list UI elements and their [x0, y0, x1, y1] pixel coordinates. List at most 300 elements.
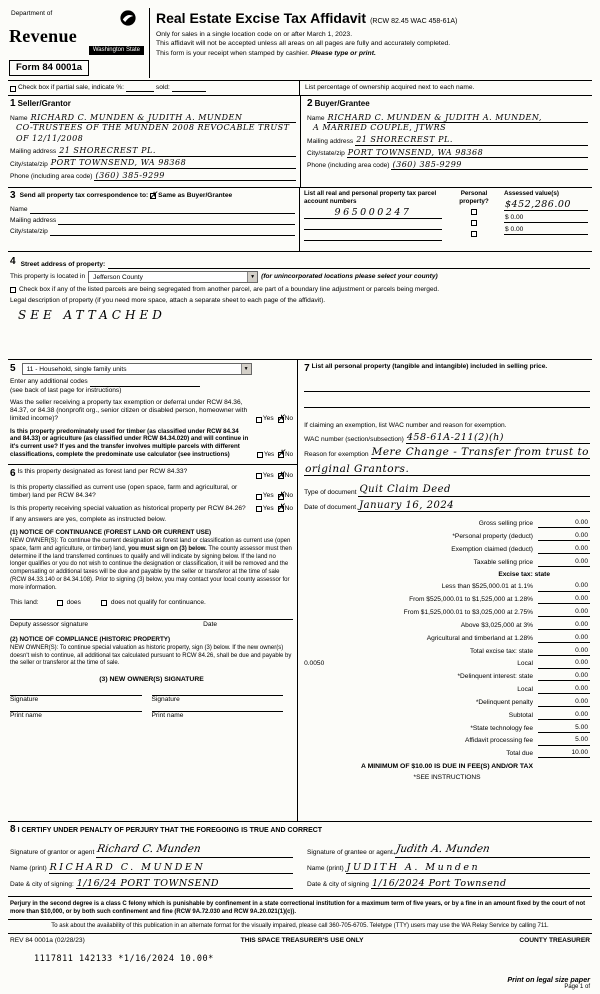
assessed-value-input-2[interactable]	[504, 214, 588, 223]
parcel-number-value: 965000247	[334, 206, 412, 218]
treasurer-space-label: THIS SPACE TREASURER'S USE ONLY	[240, 936, 364, 944]
certification-section	[8, 822, 592, 898]
forest-no-checkbox[interactable]	[278, 473, 284, 479]
same-as-buyer-checkbox[interactable]	[150, 193, 156, 199]
tax-row-subtotal	[304, 711, 590, 720]
wac-number-input[interactable]	[406, 433, 590, 444]
partial-sale-label: Check box if partial sale, indicate %:	[18, 84, 124, 91]
field-row	[304, 383, 590, 392]
print-name-cell	[152, 711, 294, 720]
field-row	[307, 161, 588, 170]
field-row	[307, 114, 588, 123]
legal-description-label: Legal description of property (if you need more space, attach a separate sheet to each page of the affidavit).	[10, 296, 326, 304]
grantee-date-input[interactable]	[371, 879, 590, 890]
certification-statement: I CERTIFY UNDER PENALTY OF PERJURY THAT THE FOREGOING IS TRUE AND CORRECT	[17, 826, 323, 834]
cashier-stamp: 1117811 142133 *1/16/2024 10.00*	[34, 954, 214, 964]
personal-property-intro: List all personal property (tangible and intangible) included in selling price.	[311, 362, 548, 370]
seller-name-label: Name	[10, 114, 28, 122]
grantee-print-name-label: Name (print)	[307, 865, 344, 873]
field-row	[304, 447, 590, 459]
personal-property-list-input-2[interactable]	[304, 400, 590, 409]
no-label: No	[285, 450, 294, 458]
field-row	[10, 863, 293, 874]
local-rate: 0.0050	[304, 660, 325, 668]
field-row	[304, 400, 590, 409]
form-revision: REV 84 0001a (02/28/23)	[10, 936, 85, 944]
print-name-cell	[10, 711, 152, 720]
print-name-label: Print name	[151, 711, 184, 719]
tax-value[interactable]: 0.00	[538, 519, 590, 528]
tax-label: Taxable selling price	[473, 558, 533, 566]
reason-input-1[interactable]	[371, 447, 590, 459]
correspondence-mailing-input[interactable]	[58, 217, 295, 226]
forest-land-question	[10, 468, 293, 481]
grantor-print-name-input[interactable]	[49, 863, 293, 874]
tax-value[interactable]: 0.00	[538, 711, 590, 720]
buyer-mailing-value: 21 SHORECREST PL.	[356, 135, 453, 145]
parcel-number-input-3[interactable]	[304, 233, 442, 242]
tax-row-tier3	[304, 608, 590, 617]
type-or-print-note: Please type or print.	[310, 50, 376, 58]
land-does-checkbox[interactable]	[57, 600, 63, 606]
rcw-reference: (RCW 82.45 WAC 458-61A)	[370, 18, 458, 25]
signature-label: Signature	[10, 695, 39, 703]
segregated-checkbox[interactable]	[10, 287, 16, 293]
additional-codes-note: (see back of last page for instructions)	[10, 386, 122, 394]
buyer-name-value: RICHARD C. MUNDEN & JUDITH A. MUNDEN,	[327, 112, 542, 122]
current-use-yes-checkbox[interactable]	[256, 494, 262, 500]
no-label: No	[284, 471, 294, 479]
field-row	[10, 172, 296, 181]
personal-property-column	[446, 188, 502, 251]
no-label: No	[284, 415, 294, 423]
field-row	[10, 147, 296, 156]
does-label: does	[66, 598, 81, 606]
tax-label: Agricultural and timberland at 1.28%	[426, 634, 533, 642]
tax-computation-table	[304, 519, 590, 758]
land-use-code-select[interactable]	[22, 363, 252, 375]
grantee-print-name-value: JUDITH A. Munden	[346, 861, 481, 873]
certification-columns	[10, 838, 590, 889]
buyer-mailing-label: Mailing address	[307, 137, 354, 145]
field-row	[304, 233, 442, 242]
notice-compliance-title: (2) NOTICE OF COMPLIANCE (HISTORIC PROPERTY)	[10, 636, 171, 643]
reason-label: Reason for exemption	[304, 451, 369, 458]
chevron-down-icon: ▼	[241, 364, 251, 374]
buyer-name-line-2	[307, 124, 588, 133]
current-use-no-checkbox[interactable]	[278, 494, 284, 500]
tax-value[interactable]: 0.00	[538, 608, 590, 617]
tax-label: *Delinquent interest: state	[457, 673, 533, 681]
tax-row-tier1	[304, 582, 590, 591]
reason-input-2[interactable]	[304, 464, 590, 476]
seller-city-label: City/state/zip	[10, 160, 48, 168]
left-column	[8, 360, 298, 821]
historic-question	[10, 505, 293, 513]
yes-label: Yes	[264, 450, 275, 458]
document-date-value: January 16, 2024	[359, 499, 455, 511]
divider	[8, 464, 297, 465]
section-7-number: 7	[304, 362, 310, 374]
field-row	[10, 217, 295, 226]
tax-value[interactable]: 0.00	[538, 672, 590, 681]
buyer-name-label: Name	[307, 114, 325, 122]
field-row	[10, 205, 295, 214]
chevron-down-icon: ▼	[247, 272, 257, 282]
forest-land-question-text: Is this property designated as forest land per RCW 84.33?	[17, 467, 188, 475]
segregated-label: Check box if any of the listed parcels are being segregated from another parcel, are part of a boundary line adjustment or parcels being merged.	[19, 285, 440, 293]
additional-codes-label: Enter any additional codes	[10, 378, 88, 386]
correspondence-intro: Send all property tax correspondence to:	[19, 192, 149, 200]
tax-value[interactable]: 0.00	[538, 685, 590, 694]
partial-sale-row	[8, 81, 592, 96]
grantor-date-value: 1/16/24 PORT TOWNSEND	[76, 877, 220, 889]
tax-row-local	[304, 659, 590, 668]
buyer-phone-value: (360) 385-9299	[392, 159, 462, 169]
tax-label: Affidavit processing fee	[464, 737, 533, 745]
buyer-phone-input[interactable]	[391, 161, 588, 170]
legal-description-input[interactable]	[10, 305, 590, 357]
parcel-number-input-2[interactable]	[304, 222, 442, 231]
seller-column	[8, 96, 300, 187]
personal-property-checkboxes	[448, 209, 500, 237]
located-in-label: This property is located in	[10, 273, 86, 281]
tax-row-total-state	[304, 647, 590, 656]
seller-trust-value: CO-TRUSTEES OF THE MUNDEN 2008 REVOCABLE TRUST	[16, 123, 290, 133]
street-address-label: Street address of property:	[20, 260, 106, 268]
seller-trust-line-2	[10, 135, 296, 144]
reason-value-2: original Grantors.	[305, 463, 410, 476]
tax-label: *Delinquent penalty	[475, 698, 533, 706]
seller-mailing-label: Mailing address	[10, 148, 57, 156]
tax-value[interactable]: 0.00	[538, 545, 590, 554]
section-2-number: 2	[307, 98, 313, 110]
legal-size-note: Print on legal size paper	[507, 974, 590, 984]
tax-row-taxable	[304, 558, 590, 567]
partial-sale-checkbox[interactable]	[10, 86, 16, 92]
grantee-signature-block	[307, 838, 590, 889]
tax-value[interactable]: 0.00	[538, 621, 590, 630]
personal-property-list-input-1[interactable]	[304, 383, 590, 392]
field-row	[307, 149, 588, 158]
parcel-number-input[interactable]	[304, 208, 442, 219]
personal-property-header: Personal property?	[459, 189, 489, 205]
form-header	[8, 8, 592, 81]
buyer-mailing-input[interactable]	[355, 136, 588, 145]
notice-continuance-title: (1) NOTICE OF CONTINUANCE (FOREST LAND OR CURRENT USE)	[10, 529, 212, 537]
tax-row-delinquent-local	[304, 685, 590, 694]
sold-percent-input[interactable]	[172, 85, 206, 92]
field-row	[307, 843, 590, 857]
does-not-label: does not qualify for continuance.	[110, 598, 206, 606]
tax-row-tier4	[304, 621, 590, 630]
field-row	[307, 863, 590, 874]
current-use-answer	[252, 492, 293, 500]
yes-label: Yes	[262, 415, 274, 423]
grantor-signature-block	[10, 838, 293, 889]
tax-row-tier2	[304, 595, 590, 604]
notice-continuance-body	[10, 538, 293, 593]
tax-row-delinquent-penalty	[304, 698, 590, 707]
print-note-block	[507, 975, 590, 992]
excise-tax-state-header: Excise tax: state	[498, 570, 550, 578]
no-label: No	[284, 504, 294, 512]
parties-section	[8, 96, 592, 188]
county-note: (for unincorporated locations please select your county)	[261, 273, 438, 281]
deferral-question	[10, 399, 293, 424]
field-row	[304, 464, 590, 476]
tax-value[interactable]: 5.00	[538, 736, 590, 745]
grantee-date-label: Date & city of signing	[307, 881, 369, 889]
county-treasurer-label: COUNTY TREASURER	[519, 936, 590, 944]
timber-question	[10, 428, 293, 459]
grantor-signature-input[interactable]	[96, 843, 293, 857]
field-row	[304, 222, 442, 231]
deputy-labels-row	[10, 621, 293, 629]
accessibility-notice: To ask about the availability of this publication in an alternate format for the visually impaired, please call 360-705-6705. Teletype (TTY) users may use the WA Relay Service by calling 711.	[8, 920, 592, 934]
buyer-name-input[interactable]	[327, 114, 588, 123]
document-type-value: Quit Claim Deed	[359, 484, 451, 496]
personal-property-checkbox-2[interactable]	[471, 220, 477, 226]
field-row	[504, 214, 588, 223]
washington-state-label: Washington State	[89, 46, 144, 56]
correspondence-heading	[10, 190, 295, 203]
seller-mailing-input[interactable]	[58, 147, 296, 156]
buyer-city-input[interactable]	[347, 149, 588, 158]
tax-value[interactable]: 0.00	[538, 647, 590, 656]
tax-value: 0.00	[538, 698, 590, 707]
tax-label: From $525,000.01 to $1,525,000 at 1.28%	[409, 596, 533, 604]
tax-label: *State technology fee	[470, 724, 533, 732]
field-row	[504, 200, 588, 211]
seller-phone-input[interactable]	[94, 172, 296, 181]
correspondence-city-label: City/state/zip	[10, 228, 48, 236]
signature-label: Signature	[151, 695, 180, 703]
grantor-date-input[interactable]	[76, 879, 293, 890]
document-date-label: Date of document	[304, 504, 357, 512]
receipt-note: This form is your receipt when stamped by cashier.	[156, 50, 309, 58]
personal-property-checkbox-3[interactable]	[471, 231, 477, 237]
buyer-phone-label: Phone (including area code)	[307, 161, 390, 169]
tax-label: Total excise tax: state	[469, 647, 533, 655]
new-owner-signature-grid	[10, 695, 293, 727]
historic-answer	[252, 505, 293, 513]
forest-land-answer	[252, 472, 293, 480]
land-use-heading	[10, 363, 293, 376]
grantee-print-name-input[interactable]	[346, 863, 590, 874]
section-8-number: 8	[10, 823, 16, 835]
correspondence-name-input[interactable]	[30, 205, 295, 214]
document-type-input[interactable]	[358, 485, 590, 497]
tax-label: Gross selling price	[478, 520, 533, 528]
date-label: Date	[203, 620, 217, 628]
notice1-bold-text: you must sign on (3) below.	[128, 545, 207, 552]
assessed-value-3: $ 0.00	[505, 226, 524, 234]
tax-value[interactable]: 0.00	[538, 595, 590, 604]
correspondence-section	[8, 188, 592, 252]
new-owners-signature-title: (3) NEW OWNER(S) SIGNATURE	[99, 676, 204, 684]
seller-city-input[interactable]	[50, 159, 296, 168]
correspondence-city-input[interactable]	[50, 228, 295, 237]
grantor-date-label: Date & city of signing:	[10, 881, 74, 889]
section-3-number: 3	[10, 189, 16, 201]
header-note-3	[156, 50, 590, 58]
seller-phone-value: (360) 385-9299	[95, 170, 165, 180]
tax-row-personal	[304, 532, 590, 541]
field-row	[10, 843, 293, 857]
tax-label: From $1,525,000.01 to $3,025,000 at 2.75%	[403, 609, 533, 617]
tax-row-agricultural	[304, 634, 590, 643]
seller-title: Seller/Grantor	[17, 99, 71, 109]
grantor-signature-value: Richard C. Munden	[96, 843, 203, 856]
assessed-value-2: $ 0.00	[505, 214, 524, 222]
historic-question-text: Is this property receiving special valuation as historical property per RCW 84.26?	[10, 504, 246, 512]
correspondence-mailing-label: Mailing address	[10, 216, 57, 224]
tax-row-total-due	[304, 749, 590, 758]
yes-label: Yes	[262, 504, 274, 512]
seller-heading	[10, 98, 296, 111]
tax-value[interactable]: 0.00	[538, 634, 590, 643]
historic-yes-checkbox[interactable]	[256, 506, 262, 512]
partial-sale-left	[8, 81, 300, 95]
header-note-2: This affidavit will not be accepted unless all areas on all pages are fully and accurately completed.	[156, 40, 451, 48]
deferral-yes-checkbox[interactable]	[256, 417, 262, 423]
seller-trust-line	[10, 124, 296, 133]
deferral-no-checkbox[interactable]	[278, 417, 284, 423]
street-address-row	[10, 256, 590, 269]
signature-cell	[152, 695, 294, 704]
deputy-assessor-label: Deputy assessor signature	[10, 620, 89, 628]
print-name-label: Print name	[10, 711, 42, 719]
document-type-label: Type of document	[304, 488, 357, 496]
county-row	[10, 271, 590, 283]
segregated-row	[10, 286, 590, 294]
tax-value[interactable]: 0.00	[538, 558, 590, 567]
street-address-input[interactable]	[108, 260, 590, 269]
seller-phone-label: Phone (including area code)	[10, 172, 93, 180]
land-does-not-checkbox[interactable]	[101, 600, 107, 606]
tax-label: Local	[517, 686, 533, 694]
current-use-question	[10, 484, 293, 500]
buyer-city-value: PORT TOWNSEND, WA 98368	[347, 147, 484, 157]
tax-value[interactable]: 0.00	[538, 659, 590, 668]
same-as-buyer-label: Same as Buyer/Grantee	[158, 192, 233, 200]
field-row	[304, 208, 442, 219]
field-row	[307, 879, 590, 890]
no-label: No	[284, 492, 294, 500]
field-row	[10, 228, 295, 237]
seller-trust-value-2: OF 12/11/2008	[16, 134, 84, 144]
footer-row	[8, 934, 592, 948]
grantee-signature-label: Signature of grantee or agent	[307, 849, 393, 857]
signature-cell	[10, 695, 152, 704]
seller-mailing-value: 21 SHORECREST PL.	[59, 146, 156, 156]
county-select[interactable]	[88, 271, 258, 283]
assessed-value-1: $452,286.00	[505, 199, 571, 211]
tax-value[interactable]: 5.00	[538, 724, 590, 733]
yes-label: Yes	[262, 492, 274, 500]
forest-yes-checkbox[interactable]	[256, 473, 262, 479]
tax-value[interactable]: 0.00	[538, 582, 590, 591]
revenue-logo-icon	[120, 10, 136, 29]
grantee-signature-input[interactable]	[395, 843, 590, 857]
wac-number-value: 458-61A-211(2)(h)	[406, 432, 504, 444]
buyer-heading	[307, 98, 588, 111]
timber-no-checkbox[interactable]	[278, 452, 284, 458]
seller-name-value: RICHARD C. MUNDEN & JUDITH A. MUNDEN	[30, 112, 243, 122]
section-5-number: 5	[10, 362, 16, 374]
seller-name-input[interactable]	[30, 114, 296, 123]
correspondence-left	[8, 188, 300, 251]
parcel-column	[300, 188, 446, 251]
form-title: Real Estate Excise Tax Affidavit	[156, 10, 367, 26]
grantee-signature-value: Judith A. Munden	[394, 843, 491, 856]
timber-answer	[253, 451, 293, 459]
grantor-signature-label: Signature of grantor or agent	[10, 849, 95, 857]
tax-label: Subtotal	[508, 711, 533, 719]
tax-row-state-header	[304, 571, 590, 579]
field-row	[10, 879, 293, 890]
correspondence-name-label: Name	[10, 205, 28, 213]
document-date-input[interactable]	[358, 501, 590, 513]
legal-description-value: SEE ATTACHED	[18, 307, 166, 322]
property-location-section	[8, 252, 592, 360]
right-column	[298, 360, 592, 821]
assessed-value-input-3[interactable]	[504, 226, 588, 235]
tax-label: Local	[517, 660, 533, 668]
field-row	[304, 485, 590, 497]
section-6-number: 6	[10, 467, 16, 479]
sold-label: sold:	[155, 84, 170, 91]
buyer-name-value-2: A MARRIED COUPLE, JTWRS	[313, 123, 447, 133]
see-instructions-note: *SEE INSTRUCTIONS	[413, 773, 481, 781]
page-number: Page 1 of	[564, 983, 590, 990]
tax-label: Total due	[506, 750, 533, 758]
deputy-signature-line[interactable]	[10, 619, 293, 620]
timber-yes-checkbox[interactable]	[257, 452, 263, 458]
tax-row-delinquent-interest	[304, 672, 590, 681]
title-block	[150, 8, 592, 78]
field-row	[10, 114, 296, 123]
tax-row-processing-fee	[304, 736, 590, 745]
tax-value[interactable]: 10.00	[538, 749, 590, 758]
historic-no-checkbox[interactable]	[278, 506, 284, 512]
timber-question-text: Is this property predominately used for timber (as classified under RCW 84.34 and 84.33) or agriculture (as classified under RCW 84.34.020) and will continue in it's current use? If yes and the transfer involves multiple parcels with different classifications, complete the predominate use calculator (see instructions)	[10, 427, 249, 458]
section-4-number: 4	[10, 256, 16, 268]
notice1-text: NEW OWNER(S): To continue the current designation as forest land or classification as current use (open space, farm and agriculture, or timber) land,	[10, 537, 291, 552]
tax-value[interactable]: 0.00	[538, 532, 590, 541]
tax-label: *Personal property (deduct)	[452, 533, 533, 541]
field-row	[304, 433, 590, 444]
assessed-value-column	[502, 188, 592, 251]
field-row	[307, 136, 588, 145]
county-select-value: Jefferson County	[93, 274, 143, 282]
minimum-due-note: A MINIMUM OF $10.00 IS DUE IN FEE(S) AND/OR TAX	[361, 763, 533, 771]
tax-row-exemption	[304, 545, 590, 554]
field-row	[10, 159, 296, 168]
assessed-value-input-1[interactable]	[504, 200, 588, 211]
notice-compliance-body: NEW OWNER(S): To continue special valuation as historic property, sign (3) below. If the new owner(s) doesn't wish to continue, all additional tax calculated pursuant to RCW 84.26, shall be due and payable by the seller or transferor at the time of sale.	[10, 644, 292, 667]
agency-name: Revenue	[9, 26, 78, 47]
land-use-code-value: 11 - Household, single family units	[26, 366, 127, 374]
deferral-answer	[252, 415, 293, 423]
agency-block	[8, 8, 150, 78]
additional-codes-input[interactable]	[90, 378, 200, 387]
personal-property-checkbox-1[interactable]	[471, 209, 477, 215]
land-qualify-row	[10, 599, 293, 607]
partial-percent-input[interactable]	[126, 85, 154, 92]
yes-label: Yes	[262, 471, 274, 479]
